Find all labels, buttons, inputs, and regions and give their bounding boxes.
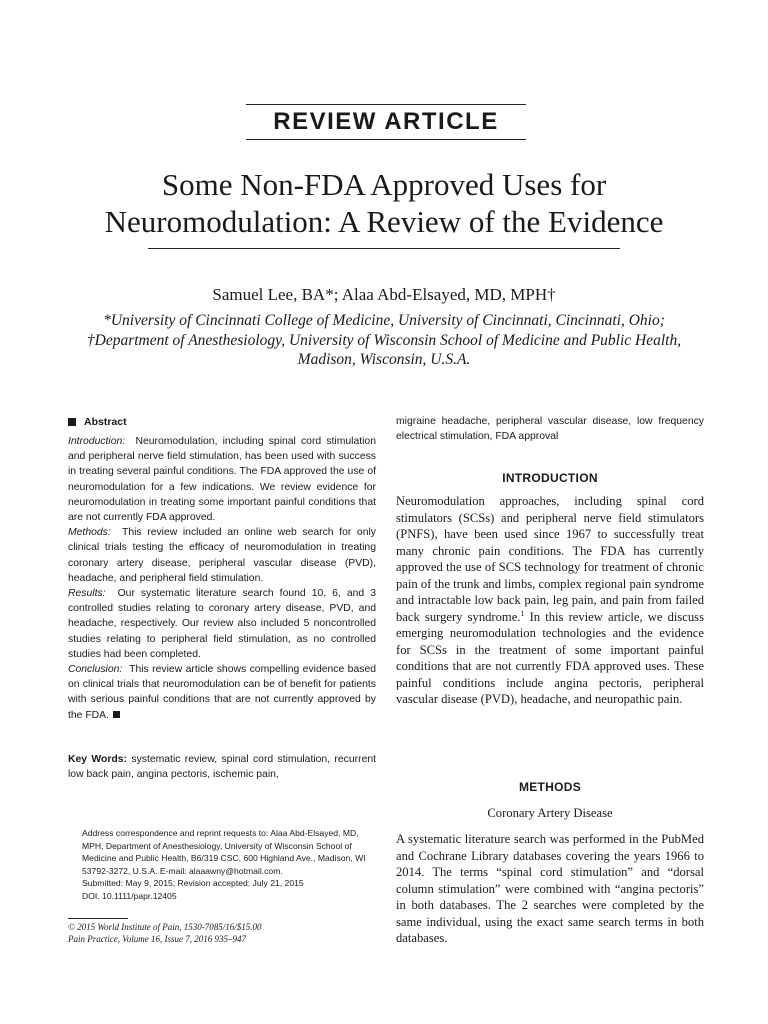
article-title: Some Non-FDA Approved Uses for Neuromodulation: A Review of the Evidence [104, 167, 664, 239]
abstract-introduction-label: Introduction: [68, 436, 126, 447]
methods-heading: METHODS [518, 780, 582, 794]
section-label: REVIEW ARTICLE [273, 108, 499, 135]
title-rule [148, 248, 620, 249]
end-of-abstract-icon [113, 711, 120, 718]
keywords [68, 752, 376, 782]
abstract-body [68, 434, 376, 723]
abstract-methods-label: Methods: [68, 527, 111, 539]
abstract-heading-label: Abstract [84, 416, 127, 428]
correspondence-address: Address correspondence and reprint requests to: Alaa Abd-Elsayed, MD, MPH, Department of Anesthesiology, University of Wisconsin School of Medicine and Public Health, B6/319 CSC, 600 Highland Ave., Madison, WI 53792-3272, U.S.A. E-mail: alaaawny@hotmail.com. [82, 828, 366, 876]
abstract-introduction-text: Neuromodulation, including spinal cord stimulation and peripheral nerve field stimulation, has been used with success in treating several painful conditions. The FDA approved the use of neuromodulation for a few indications. We review evidence for neuromodulation in treating some important painful conditions that are not currently FDA approved. [68, 436, 376, 524]
introduction-body [396, 493, 704, 708]
abstract-methods-text: This review included an online web search for only clinical trials testing the efficacy of neuromodulation in treating coronary artery disease, peripheral vascular disease (PVD), headache, and peripheral field stimulation. [68, 527, 376, 584]
submission-dates: Submitted: May 9, 2015; Revision accepted: July 21, 2015 [82, 878, 304, 889]
introduction-heading: INTRODUCTION [502, 471, 598, 485]
footnote-rule [68, 918, 128, 919]
reference-marker: 1 [520, 608, 525, 618]
keywords-text: systematic review, spinal cord stimulation, recurrent low back pain, angina pectoris, ischemic pain, [68, 754, 377, 781]
abstract-results-label: Results: [68, 588, 106, 600]
abstract-bullet-icon [68, 418, 76, 426]
abstract-methods [68, 525, 376, 586]
copyright-line: © 2015 World Institute of Pain, 1530-7085/16/$15.00 [68, 922, 262, 932]
affiliation-line: *University of Cincinnati College of Medicine, University of Cincinnati, Cincinnati, Ohio; [103, 312, 665, 329]
affiliation-line: Madison, Wisconsin, U.S.A. [297, 351, 471, 368]
abstract-conclusion [68, 662, 376, 723]
introduction-text: Neuromodulation approaches, including spinal cord stimulators (SCSs) and peripheral nerve field stimulators (PNFS), have been used since 1967 to successfully treat many chronic pain conditions. The FDA has currently approved the use of SCS technology for treatment of chronic pain of the trunk and limbs, complex regional pain syndrome and intractable low back pain, leg pain, and pain from failed back surgery syndrome. [396, 494, 704, 624]
header-rule-bottom [246, 139, 526, 140]
footnote [68, 922, 376, 946]
keywords-continued: migraine headache, peripheral vascular disease, low frequency electrical stimulation, FDA approval [396, 416, 704, 443]
journal-citation: Pain Practice, Volume 16, Issue 7, 2016 935–947 [68, 933, 246, 944]
abstract-conclusion-text: This review article shows compelling evidence based on clinical trials that neuromodulation can be of benefit for patients with serious painful conditions that are not currently approved by the FDA. [68, 664, 376, 721]
doi: DOI. 10.1111/papr.12405 [82, 890, 177, 901]
header-rule-top [246, 104, 526, 105]
abstract-results [68, 586, 376, 662]
methods-body: A systematic literature search was performed in the PubMed and Cochrane Library databases covering the years 1966 to 2014. The terms “spinal cord stimulation” and “dorsal column stimulation” were combined with “angina pectoris” in both databases. The 2 searches were completed by the same individual, using the exact same search terms in both databases. [396, 832, 704, 945]
introduction-text-continued: In this review article, we discuss emerging neuromodulation technologies and the evidence for SCSs in the treatment of some important painful conditions that are not currently FDA approved uses. These painful conditions include angina pectoris, peripheral vascular disease (PVD), headache, and neuropathic pain. [396, 609, 704, 706]
abstract-heading [68, 416, 376, 428]
abstract-introduction [68, 434, 376, 525]
subsection-heading: Coronary Artery Disease [487, 806, 613, 820]
keywords-label: Key Words: [68, 754, 128, 765]
affiliation-line: †Department of Anesthesiology, University of Wisconsin School of Medicine and Public Health, [86, 331, 682, 349]
correspondence [68, 827, 376, 903]
author-affiliations [40, 311, 728, 370]
abstract-conclusion-label: Conclusion: [68, 664, 123, 676]
article-authors: Samuel Lee, BA*; Alaa Abd-Elsayed, MD, MPH† [212, 285, 556, 304]
abstract-results-text: Our systematic literature search found 10, 6, and 3 controlled studies relating to coronary artery disease, PVD, and headache, respectively. Our review also included 5 noncontrolled studies relating to peripheral field stimulation, as no controlled studies had been completed. [68, 588, 376, 660]
